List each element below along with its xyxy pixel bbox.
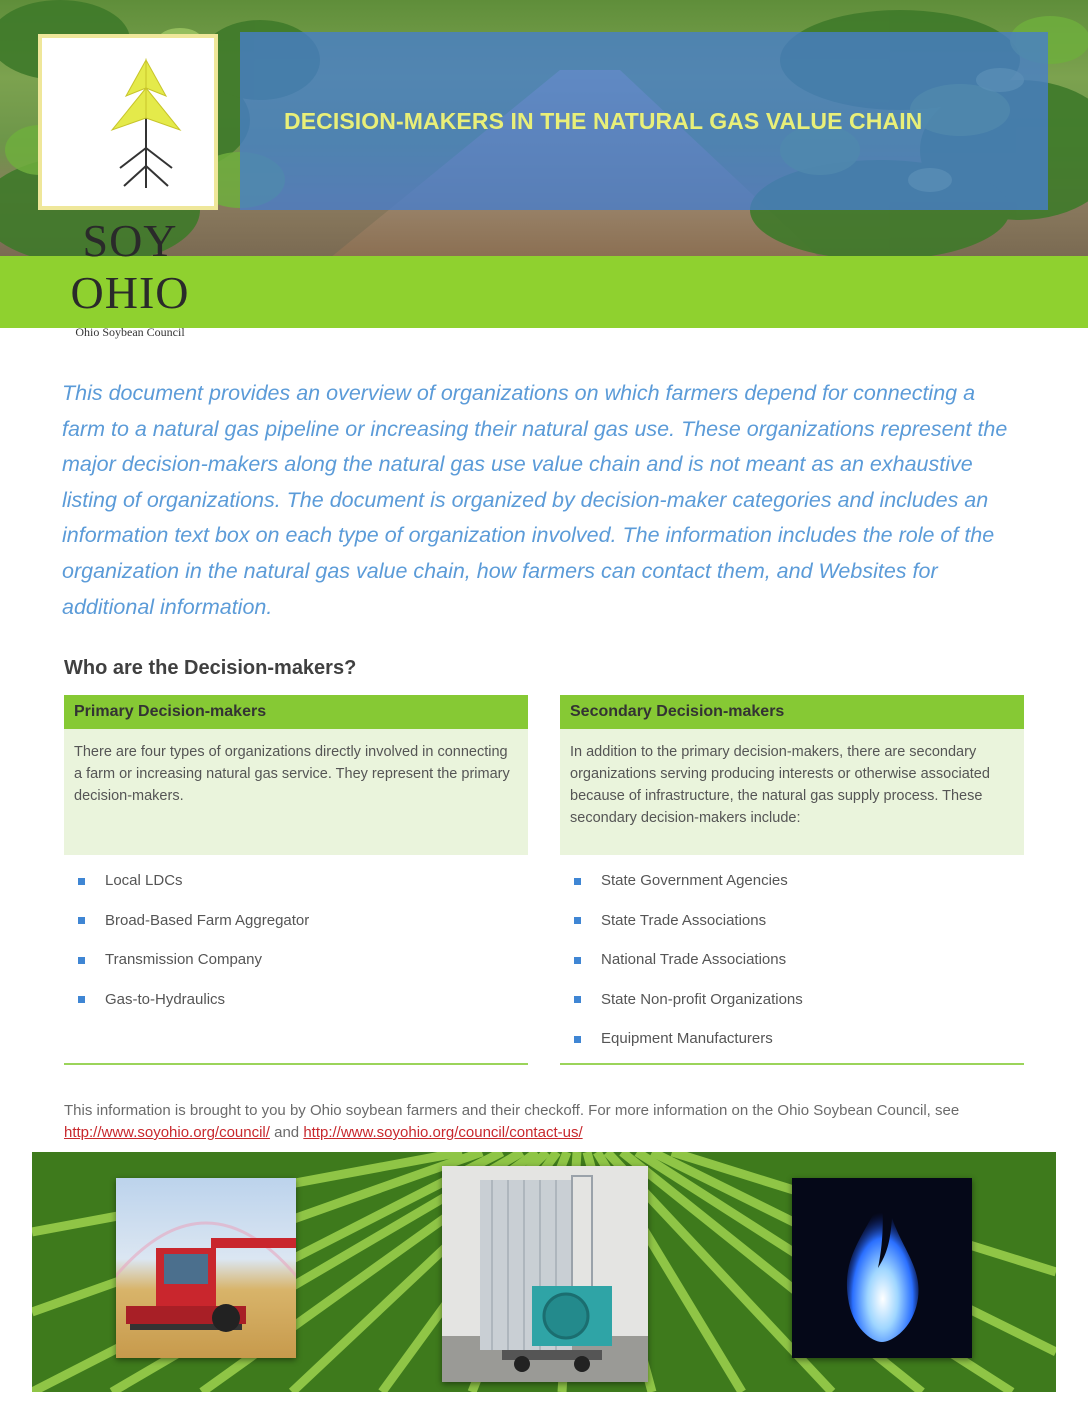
- list-item-label: State Trade Associations: [601, 911, 767, 929]
- bullet-icon: [574, 917, 581, 924]
- list-item-label: Broad-Based Farm Aggregator: [105, 911, 310, 929]
- secondary-panel-heading: Secondary Decision-makers: [560, 695, 1024, 729]
- list-item-label: Gas-to-Hydraulics: [105, 990, 226, 1008]
- blue-gas-flame-photo: [792, 1178, 972, 1358]
- contact-us-link[interactable]: http://www.soyohio.org/council/contact-us/: [303, 1124, 583, 1141]
- page-title: DECISION-MAKERS IN THE NATURAL GAS VALUE CHAIN: [284, 108, 923, 134]
- combine-illustration: [116, 1178, 296, 1358]
- gas-flame-icon: [792, 1178, 972, 1358]
- bullet-icon: [574, 1036, 581, 1043]
- list-item: [560, 980, 1024, 1020]
- soybean-rows-photo: [32, 1152, 1056, 1392]
- bullet-icon: [78, 917, 85, 924]
- bullet-icon: [78, 996, 85, 1003]
- list-item-label: Equipment Manufacturers: [601, 1030, 773, 1047]
- intro-paragraph: This document provides an overview of organizations on which farmers depend for connecting a farm to a natural gas pipeline or increasing their natural gas use. These organizations represent the major decision-makers along the natural gas use value chain and is not meant as an exhaustive listing of organizations. The document is organized by decision-maker categories and includes an information text box on each type of organization involved. The information includes the role of the organization in the natural gas value chain, how farmers can contact them, and Websites for additional information.: [62, 381, 1008, 619]
- list-item: [560, 940, 1024, 980]
- logo: [38, 34, 218, 210]
- list-item-label: State Non-profit Organizations: [601, 990, 803, 1008]
- bullet-icon: [574, 996, 581, 1003]
- primary-panel-description: There are four types of organizations directly involved in connecting a farm or increasing natural gas service. They represent the primary decision-makers.: [64, 729, 528, 855]
- council-link[interactable]: http://www.soyohio.org/council/: [64, 1124, 270, 1141]
- combine-harvester-photo: [116, 1178, 296, 1358]
- list-item: [560, 861, 1024, 901]
- logo-subtitle: Ohio Soybean Council: [75, 325, 185, 339]
- secondary-panel-description: In addition to the primary decision-makers, there are secondary organizations serving producing interests or otherwise associated because of infrastructure, the natural gas supply process. These secondary decision-makers include:: [560, 729, 1024, 855]
- list-item-label: Transmission Company: [105, 951, 262, 968]
- primary-panel-heading: Primary Decision-makers: [64, 695, 528, 729]
- list-item: [64, 901, 528, 941]
- list-item: [64, 861, 528, 901]
- footnote-conjunction: and: [269, 1124, 304, 1141]
- logo-wordmark: [60, 215, 200, 340]
- secondary-list: [560, 861, 1024, 1059]
- soybean-plant-icon: [42, 38, 214, 206]
- list-item-label: National Trade Associations: [601, 951, 787, 968]
- list-item: [560, 901, 1024, 941]
- secondary-decision-makers-panel: [560, 695, 1024, 1065]
- bullet-icon: [574, 957, 581, 964]
- list-item: [64, 940, 528, 980]
- logo-word-ohio: OHIO: [70, 267, 190, 318]
- logo-word-soy: SOY: [82, 215, 178, 266]
- list-item-label: Local LDCs: [105, 872, 183, 889]
- footnote: [64, 1100, 1024, 1144]
- list-item: [64, 980, 528, 1020]
- divider: [560, 1063, 1024, 1065]
- primary-decision-makers-panel: [64, 695, 528, 1065]
- grain-dryer-illustration: [442, 1166, 648, 1382]
- list-item-label: State Government Agencies: [601, 872, 788, 889]
- grain-dryer-photo: [442, 1166, 648, 1382]
- list-item: [560, 1019, 1024, 1059]
- bullet-icon: [78, 878, 85, 885]
- primary-list: [64, 861, 528, 1059]
- divider: [64, 1063, 528, 1065]
- footnote-text: This information is brought to you by Ohio soybean farmers and their checkoff. For more information on the Ohio Soybean Council, see: [64, 1102, 960, 1119]
- bullet-icon: [78, 957, 85, 964]
- list-item-spacer: [64, 1019, 528, 1059]
- bullet-icon: [574, 878, 581, 885]
- section-heading: Who are the Decision-makers?: [64, 657, 357, 679]
